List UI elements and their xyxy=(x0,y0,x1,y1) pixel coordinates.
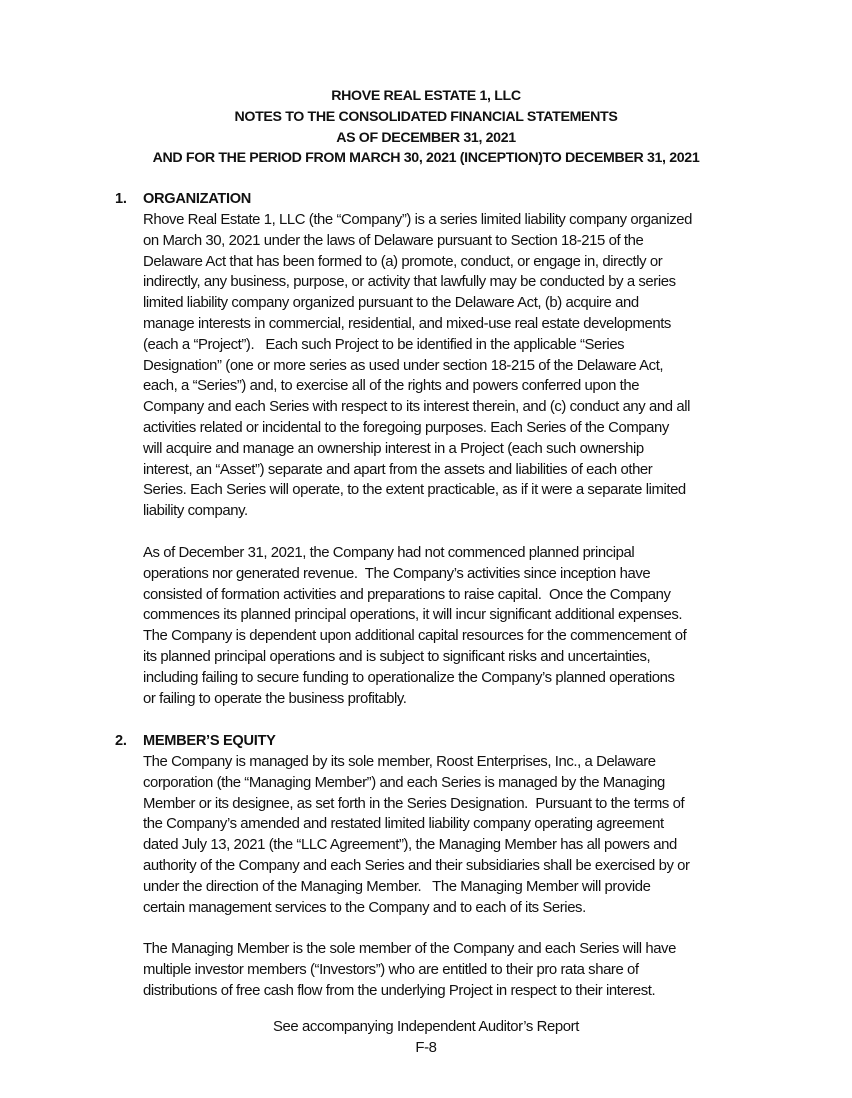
company-name: RHOVE REAL ESTATE 1, LLC xyxy=(331,88,521,104)
text-line: limited liability company organized pursuant to the Delaware Act, (b) acquire and xyxy=(143,295,639,312)
section-heading-organization xyxy=(115,189,251,210)
text-line: activities related or incidental to the foregoing purposes. Each Series of the Company xyxy=(143,419,669,436)
page-number: F-8 xyxy=(415,1039,437,1056)
text-line: authority of the Company and each Series and their subsidiaries shall be exercised by or xyxy=(143,857,690,874)
text-line: manage interests in commercial, residential, and mixed-use real estate developments xyxy=(143,315,671,332)
organization-paragraph-1 xyxy=(143,210,783,522)
text-line: liability company. xyxy=(143,503,248,520)
text-line: or failing to operate the business profitably. xyxy=(143,690,407,707)
text-line: The Managing Member is the sole member of the Company and each Series will have xyxy=(143,941,676,957)
members-equity-paragraph-2 xyxy=(143,939,783,1001)
text-line: distributions of free cash flow from the underlying Project in respect to their interest. xyxy=(143,982,656,999)
text-line: corporation (the “Managing Member”) and each Series is managed by the Managing xyxy=(143,774,665,791)
section-title: ORGANIZATION xyxy=(143,191,252,207)
text-line: on March 30, 2021 under the laws of Delaware pursuant to Section 18-215 of the xyxy=(143,232,644,249)
text-line: Series. Each Series will operate, to the extent practicable, as if it were a separate limited xyxy=(143,482,686,499)
text-line: interest, an “Asset”) separate and apart from the assets and liabilities of each other xyxy=(143,461,653,478)
text-line: As of December 31, 2021, the Company had not commenced planned principal xyxy=(143,545,635,561)
text-line: The Company is managed by its sole member, Roost Enterprises, Inc., a Delaware xyxy=(143,754,656,770)
text-line: certain management services to the Company and to each of its Series. xyxy=(143,899,586,916)
text-line: consisted of formation activities and preparations to raise capital. Once the Company xyxy=(143,586,671,603)
text-line: Company and each Series with respect to its interest therein, and (c) conduct any and all xyxy=(143,399,690,416)
text-line: each, a “Series”) and, to exercise all of the rights and powers conferred upon the xyxy=(143,378,640,395)
text-line: The Company is dependent upon additional capital resources for the commencement of xyxy=(143,628,687,645)
text-line: dated July 13, 2021 (the “LLC Agreement”), the Managing Member has all powers and xyxy=(143,837,677,854)
members-equity-paragraph-1 xyxy=(143,752,783,918)
text-line: Rhove Real Estate 1, LLC (the “Company”) is a series limited liability company organized xyxy=(143,212,692,228)
text-line: the Company’s amended and restated limited liability company operating agreement xyxy=(143,816,664,833)
text-line: multiple investor members (“Investors”) who are entitled to their pro rata share of xyxy=(143,961,639,978)
text-line: including failing to secure funding to operationalize the Company’s planned operations xyxy=(143,669,675,686)
section-number: 1. xyxy=(115,191,127,207)
text-line: Member or its designee, as set forth in the Series Designation. Pursuant to the terms of xyxy=(143,795,685,812)
text-line: Designation” (one or more series as used under section 18-215 of the Delaware Act, xyxy=(143,357,664,374)
text-line: (each a “Project”). Each such Project to be identified in the applicable “Series xyxy=(143,336,625,353)
text-line: its planned principal operations and is subject to significant risks and uncertainties, xyxy=(143,648,651,665)
statement-title: NOTES TO THE CONSOLIDATED FINANCIAL STATEMENTS xyxy=(234,108,618,125)
page-footer xyxy=(0,1017,852,1059)
statement-date: AS OF DECEMBER 31, 2021 xyxy=(336,129,516,146)
auditor-report-note: See accompanying Independent Auditor’s Report xyxy=(273,1019,579,1035)
text-line: operations nor generated revenue. The Company’s activities since inception have xyxy=(143,565,651,582)
statement-period: AND FOR THE PERIOD FROM MARCH 30, 2021 (INCEPTION)TO DECEMBER 31, 2021 xyxy=(152,150,700,167)
section-title: MEMBER’S EQUITY xyxy=(143,733,276,749)
organization-paragraph-2 xyxy=(143,543,783,709)
text-line: will acquire and manage an ownership interest in a Project (each such ownership xyxy=(143,440,644,457)
section-number: 2. xyxy=(115,733,127,749)
text-line: commences its planned principal operations, it will incur significant additional expenses. xyxy=(143,607,683,624)
text-line: under the direction of the Managing Member. The Managing Member will provide xyxy=(143,878,651,895)
text-line: Delaware Act that has been formed to (a) promote, conduct, or engage in, directly or xyxy=(143,253,663,270)
document-header xyxy=(0,86,852,169)
section-heading-members-equity xyxy=(115,731,276,752)
text-line: indirectly, any business, purpose, or activity that lawfully may be conducted by a series xyxy=(143,274,676,291)
